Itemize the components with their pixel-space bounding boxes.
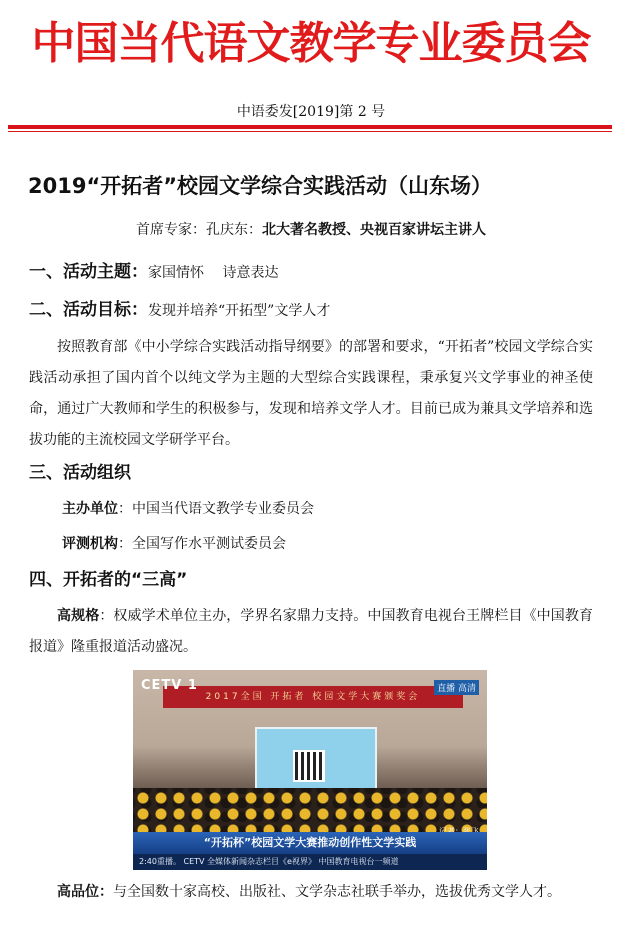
header-divider-thick [8, 125, 612, 129]
section-three-highs-heading: 四、开拓者的“三高” [29, 570, 188, 590]
document-number: 中语委发[2019]第 2 号 [236, 104, 386, 120]
chief-expert-label: 首席专家：孔庆东： [136, 222, 262, 238]
section-goal-text: 发现并培养“开拓型”文学人才 [148, 303, 331, 319]
evaluator-value: 全国写作水平测试委员会 [132, 536, 286, 552]
organizer-separator: ： [118, 501, 132, 517]
news-broadcast-photo [133, 670, 487, 870]
news-ticker [133, 854, 487, 870]
news-ticker-text: 2:40重播。 CETV 全媒体新闻杂志栏目《e视界》 中国教育电视台一频道 [139, 857, 399, 866]
header-divider-thin [8, 131, 612, 132]
section-theme-text: 家国情怀 诗意表达 [148, 265, 279, 281]
news-caption: “开拓杯”校园文学大赛推动创作性文学实践 [133, 832, 487, 854]
event-title: 2019“开拓者”校园文学综合实践活动（山东场） [28, 174, 493, 198]
chief-expert-description: 北大著名教授、央视百家讲坛主讲人 [262, 222, 486, 238]
high-position-label: 高品位： [57, 884, 113, 900]
intro-paragraph: 按照教育部《中小学综合实践活动指导纲要》的部署和要求，“开拓者”校园文学综合实践活动承担了国内首个以纯文学为主题的大型综合实践课程，秉承复兴文学事业的神圣使命，通过广大教师和学生的积极参与，发现和培养文学人才。目前已成为兼具文学培养和选拔功能的主流校园文学研学平台。 [29, 339, 593, 448]
section-theme [29, 259, 278, 286]
evaluator-separator: ： [118, 536, 132, 552]
organizer-line [62, 498, 314, 520]
photo-wall-banner: 2017全国 开拓者 校园文学大赛颁奖会 [163, 686, 463, 708]
hd-badge: 直播 高清 [434, 680, 479, 695]
high-spec-label: 高规格 [57, 608, 100, 624]
organizer-label: 主办单位 [62, 501, 118, 517]
high-position-paragraph [29, 877, 593, 908]
masthead-title: 中国当代语文教学专业委员会 [31, 18, 591, 69]
section-goal [29, 297, 330, 324]
channel-logo: CETV 1 [141, 678, 198, 693]
high-position-text: 与全国数十家高校、出版社、文学杂志社联手举办，选拔优秀文学人才。 [113, 884, 561, 900]
organizer-value: 中国当代语文教学专业委员会 [132, 501, 314, 517]
evaluator-label: 评测机构 [62, 536, 118, 552]
high-spec-paragraph [29, 601, 593, 663]
section-theme-heading: 一、活动主题： [29, 262, 148, 282]
high-spec-text: ：权威学术单位主办，学界名家鼎力支持。中国教育电视台王牌栏目《中国教育报道》隆重报道活动盛况。 [29, 608, 594, 655]
evaluator-line [62, 533, 286, 555]
chief-expert-line [0, 219, 622, 241]
section-organization-heading: 三、活动组织 [29, 463, 131, 483]
qr-code-icon [293, 750, 325, 782]
section-goal-heading: 二、活动目标： [29, 300, 148, 320]
